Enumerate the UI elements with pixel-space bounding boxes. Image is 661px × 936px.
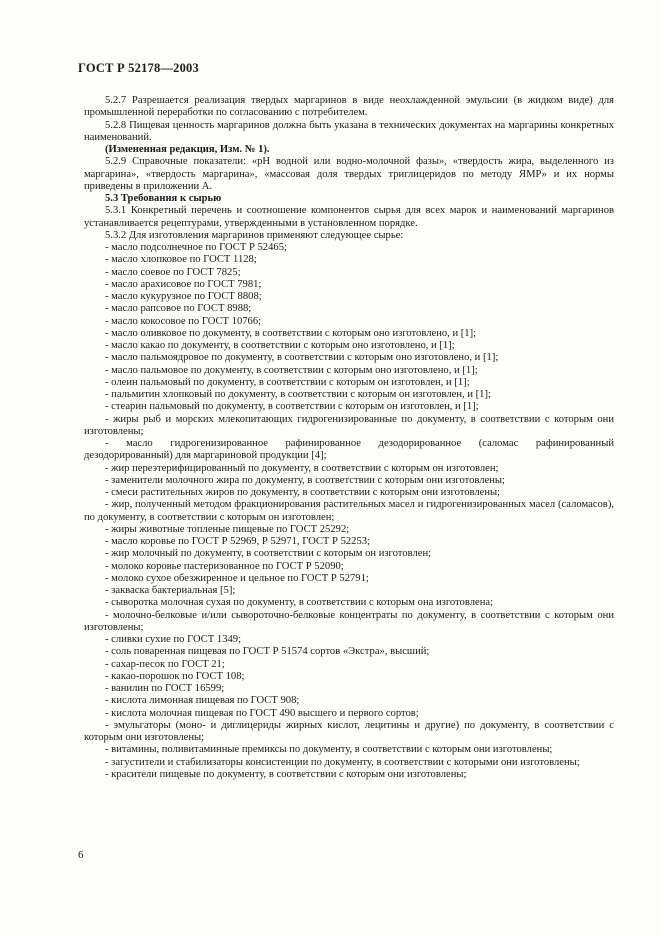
list-item: - жиры животные топленые пищевые по ГОСТ 25292; [105,523,350,535]
amendment-note: (Измененная редакция, Изм. № 1). [105,144,270,155]
list-item: - витамины, поливитаминные премиксы по документу, в соответствии с которым они изготовлены; [105,744,553,756]
list-item: - кислота молочная пищевая по ГОСТ 490 высшего и первого сортов; [105,707,419,719]
list-item: - масло рапсовое по ГОСТ 8988; [105,303,252,315]
list-item: - загустители и стабилизаторы консистенции по документу, в соответствии с которыми они изготовлены; [105,756,580,768]
list-item: - жир, полученный методом фракционирования растительных масел и гидрогенизированных масел (саломасов), по документу, в соответствии с которым он изготовлен; [84,499,614,523]
list-item: - масло кокосовое по ГОСТ 10766; [105,315,262,327]
list-item: - масло соевое по ГОСТ 7825; [105,266,241,278]
list-item: - какао-порошок по ГОСТ 108; [105,670,245,682]
list-item: - масло оливковое по документу, в соответствии с которым оно изготовлено, и [1]; [105,327,477,339]
list-item: - сыворотка молочная сухая по документу, в соответствии с которым она изготовлена; [105,597,494,609]
clause-5-3-2: 5.3.2 Для изготовления маргаринов применяют следующее сырье: [105,229,404,241]
list-item: - молочно-белковые и/или сывороточно-белковые концентраты по документу, в соответствии с которым они изготовлены; [84,609,614,633]
list-item: - стеарин пальмовый по документу, в соответствии с которым он изготовлен, и [1]; [105,401,479,413]
list-item: - масло хлопковое по ГОСТ 1128; [105,254,257,266]
list-item: - сливки сухие по ГОСТ 1349; [105,634,242,645]
list-item: - масло какао по документу, в соответствии с которым оно изготовлено, и [1]; [105,340,455,351]
list-item: - смеси растительных жиров по документу, в соответствии с которым они изготовлены; [105,487,501,498]
list-item: - масло арахисовое по ГОСТ 7981; [105,278,262,290]
document-body [84,95,614,781]
page-number: 6 [78,849,84,861]
list-item: - жир переэтерифицированный по документу, в соответствии с которым он изготовлен; [105,462,499,474]
clause-5-2-8: 5.2.8 Пищевая ценность маргаринов должна быть указана в технических документах на маргарины конкретных наименований. [84,119,614,143]
list-item: - пальмитин хлопковый по документу, в соответствии с которым он изготовлен, и [1]; [105,389,491,400]
list-item: - эмульгаторы (моно- и диглицериды жирных кислот, лецитины и другие) по документу, в соответствии с которым они изготовлены; [84,719,614,743]
list-item: - сахар-песок по ГОСТ 21; [105,658,225,670]
list-item: - жиры рыб и морских млекопитающих гидрогенизированные по документу, в соответствии с которым они изготовлены; [84,413,614,437]
section-heading-5-3: 5.3 Требования к сырью [105,193,222,204]
list-item: - масло пальмовое по документу, в соответствии с которым оно изготовлено, и [1]; [105,364,478,376]
list-item: - красители пищевые по документу, в соответствии с которым они изготовлены; [105,768,467,780]
clause-5-2-9: 5.2.9 Справочные показатели: «pH водной или водно-молочной фазы», «твердость жира, выделенного из маргарина», «твердость маргарина», «массовая доля твердых триглицеридов по методу ЯМР» и их нормы приведены в приложении А. [84,156,614,192]
list-item: - соль поваренная пищевая по ГОСТ Р 51574 сортов «Экстра», высший; [105,646,430,658]
list-item: - масло коровье по ГОСТ Р 52969, Р 52971, ГОСТ Р 52253; [105,536,371,547]
list-item: - масло пальмоядровое по документу, в соответствии с которым оно изготовлено, и [1]; [105,352,499,364]
list-item: - закваска бактериальная [5]; [105,585,236,596]
clause-5-3-1: 5.3.1 Конкретный перечень и соотношение компонентов сырья для всех марок и наименований маргаринов устанавливается рецептурами, утвержденными в установленном порядке. [84,205,614,229]
list-item: - заменители молочного жира по документу, в соответствии с которым они изготовлены; [105,474,505,486]
list-item: - масло гидрогенизированное рафинированное дезодорированное (саломас рафинированный дезодорированный) для маргариновой продукции [4]; [84,438,614,462]
document-header: ГОСТ Р 52178—2003 [78,61,199,75]
list-item: - олеин пальмовый по документу, в соответствии с которым он изготовлен, и [1]; [105,376,470,388]
list-item: - молоко сухое обезжиренное и цельное по ГОСТ Р 52791; [105,572,369,584]
clause-5-2-7: 5.2.7 Разрешается реализация твердых маргаринов в виде неохлажденной эмульсии (в жидком виде) для промышленной переработки по согласованию с потребителем. [84,95,614,119]
list-item: - масло подсолнечное по ГОСТ Р 52465; [105,242,287,253]
raw-materials-list [84,242,614,781]
list-item: - кислота лимонная пищевая по ГОСТ 908; [105,695,300,707]
list-item: - жир молочный по документу, в соответствии с которым он изготовлен; [105,548,432,560]
list-item: - молоко коровье пастеризованное по ГОСТ Р 52090; [105,560,344,572]
list-item: - ванилин по ГОСТ 16599; [105,683,225,694]
list-item: - масло кукурузное по ГОСТ 8808; [105,291,262,302]
